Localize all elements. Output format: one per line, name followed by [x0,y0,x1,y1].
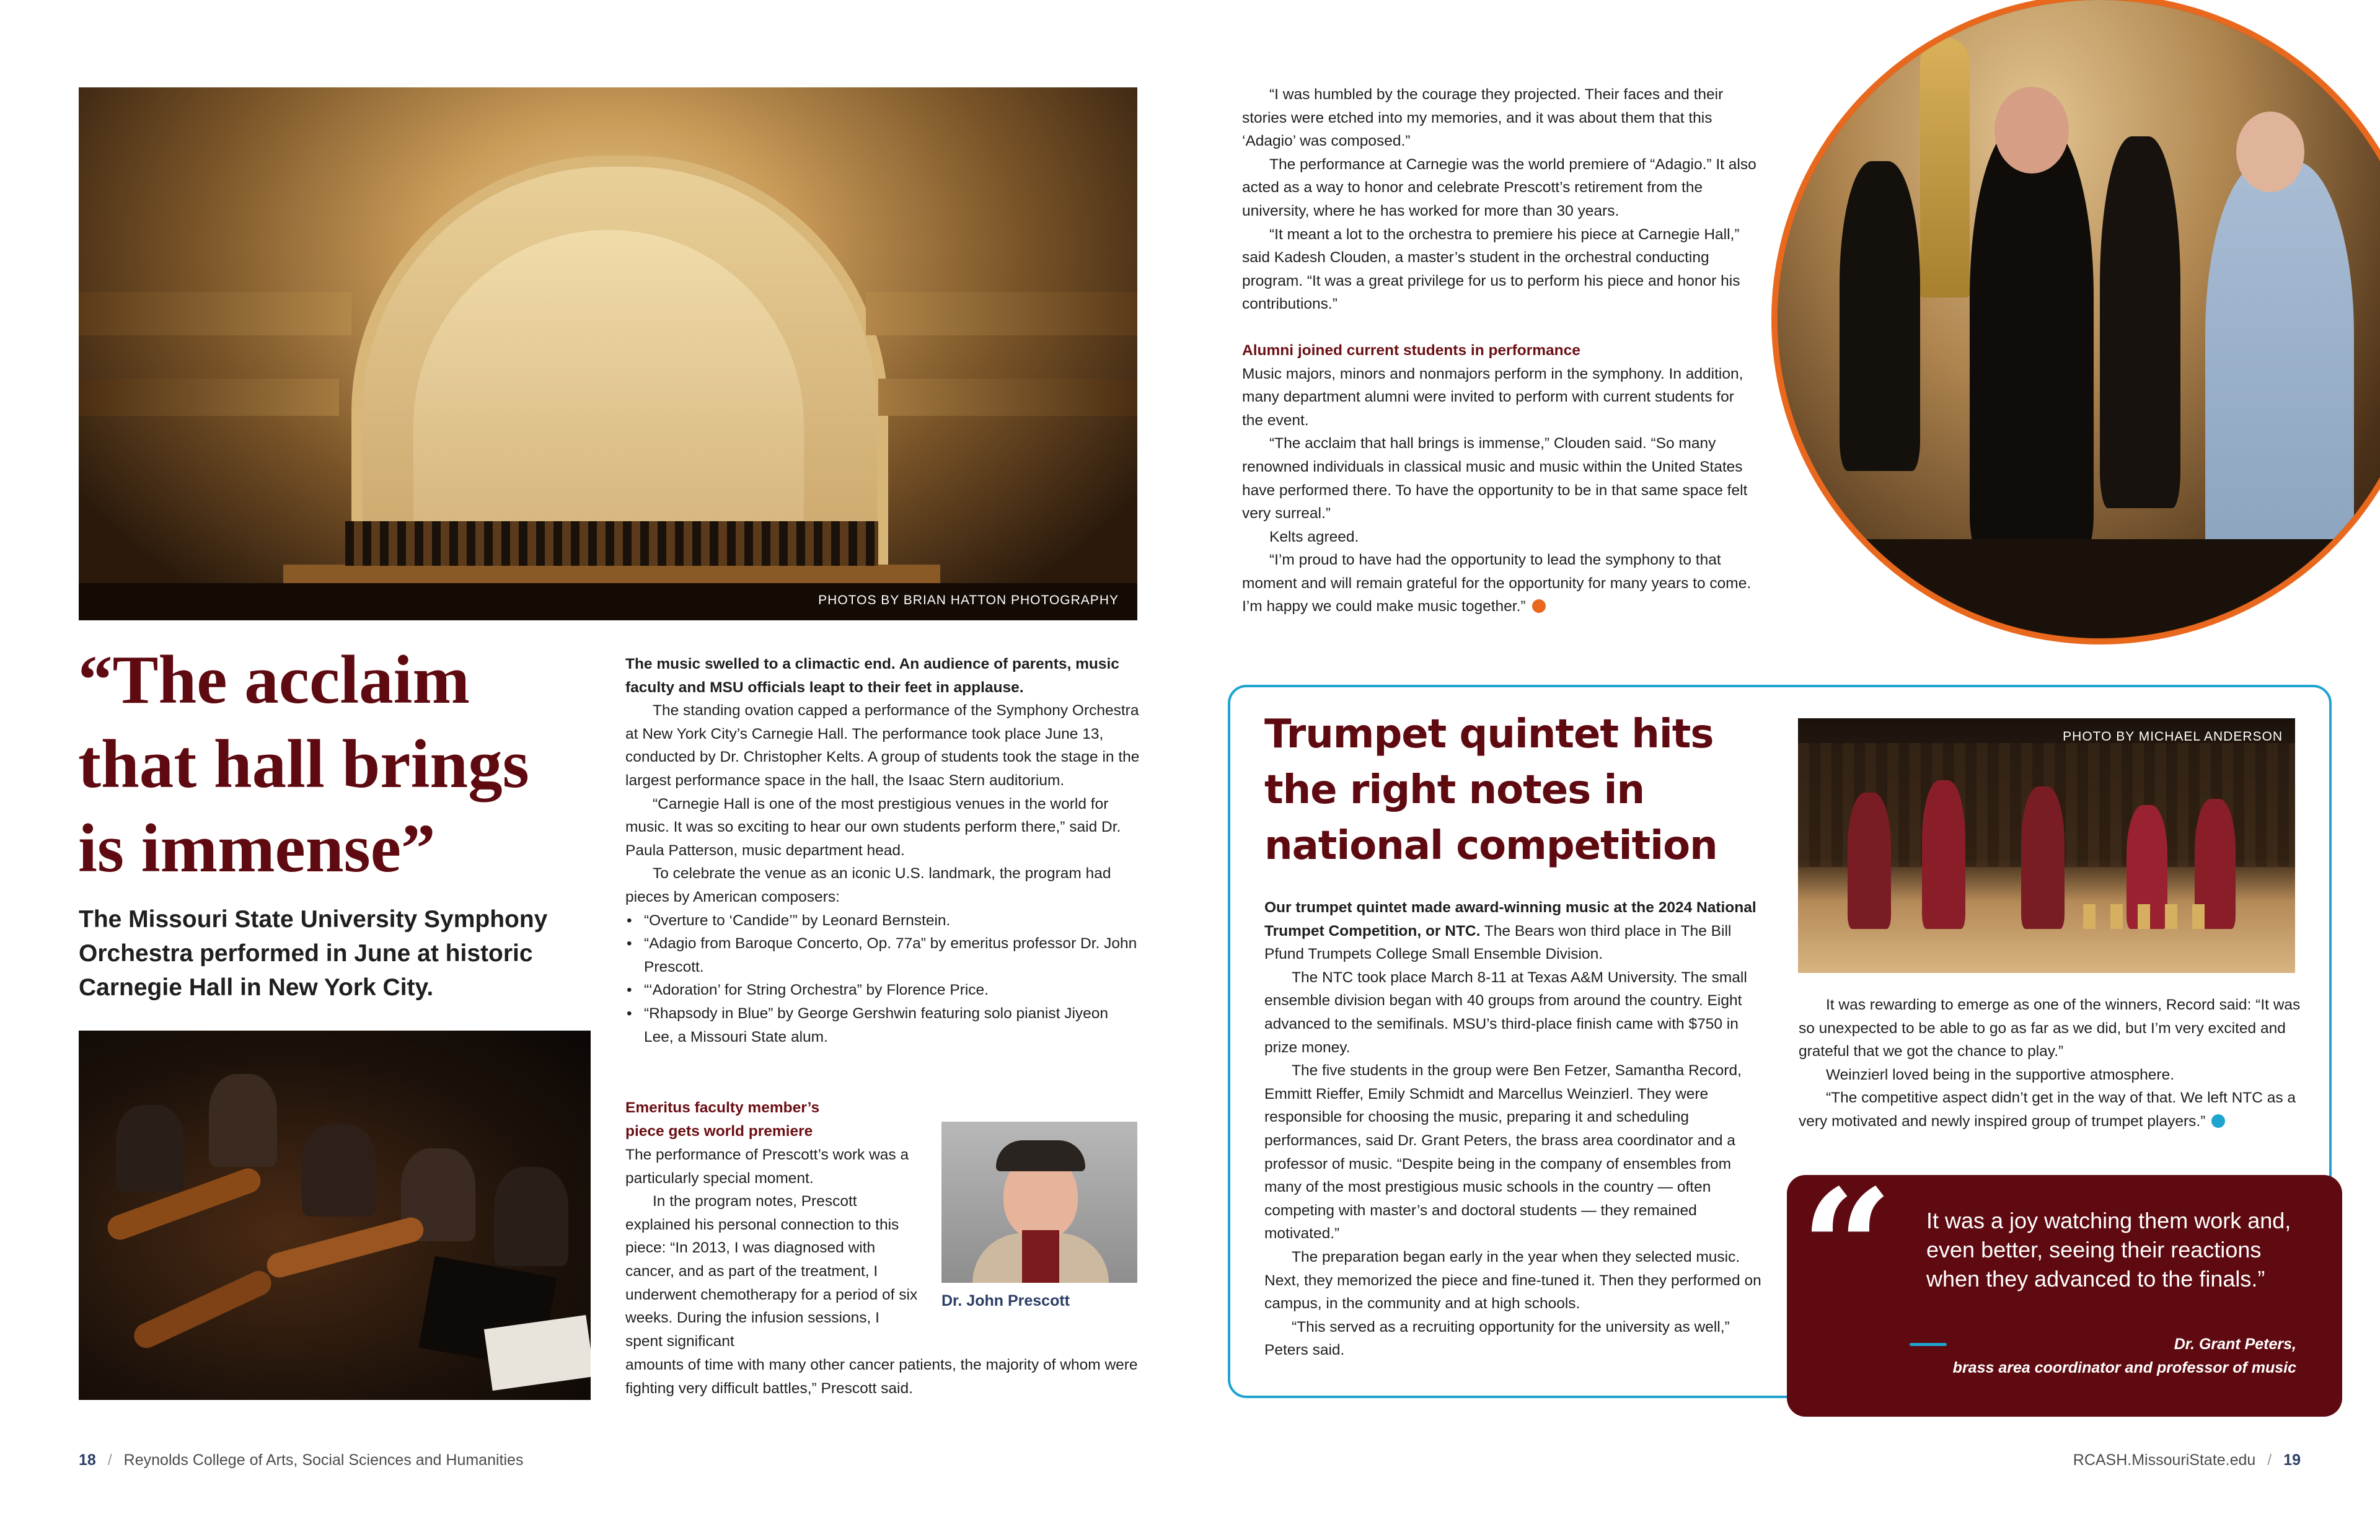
subhead-line: Emeritus faculty member’s [625,1099,820,1116]
sidebar-headline-line: Trumpet quintet hits [1264,711,1714,757]
body-paragraph: The five students in the group were Ben Fetzer, Samantha Record, Emmitt Rieffer, Emily Schmidt and Marcellus Weinzierl. They were responsible for choosing the music, preparing it and scheduling performances, said Dr. Grant Peters, the brass area coordinator and a professor of music. “Despite being in the company of ensembles from many of the most prestigious music schools in the country — often competing with master’s and doctoral students — they remained motivated.” [1264,1062,1742,1243]
left-footer [79,1451,523,1469]
body-paragraph: The preparation began early in the year when they selected music. Next, they memorized the piece and fine-tuned it. Then they performed on campus, in the community and at high schools. [1264,1248,1761,1313]
body-paragraph: The performance of Prescott’s work was a particularly special moment. [625,1146,909,1187]
photo-credit: PHOTO BY MICHAEL ANDERSON [2063,729,2283,744]
carnegie-hall-photo [79,87,1137,620]
page-number: 18 [79,1451,96,1469]
body-paragraph: The NTC took place March 8-11 at Texas A&M University. The small ensemble division began with 40 groups from around the country. Eight advanced to the semifinals. MSU’s third-place finish came with $750 in prize money. [1264,969,1747,1056]
sidebar-lead [1264,896,1763,966]
subheadline-line: Orchestra performed in June at historic [79,940,533,967]
subheadline-line: Carnegie Hall in New York City. [79,974,434,1001]
quote-attribution [1953,1332,2296,1379]
program-item: • “Overture to ‘Candide’” by Leonard Bernstein. [625,909,1140,933]
feature-body-column [625,653,1140,1049]
program-list [625,909,1140,1049]
trumpet-quintet-photo [1798,718,2295,973]
emeritus-text-continued [625,1353,1140,1400]
sidebar-lead-bold: Our trumpet quintet made award-winning music at the 2024 National Trumpet Competition, or NTC. [1264,899,1756,939]
body-paragraph: Weinzierl loved being in the supportive atmosphere. [1826,1066,2175,1083]
attribution-title: brass area coordinator and professor of music [1952,1359,2296,1376]
pull-quote-text: It was a joy watching them work and, even better, seeing their reactions when they advanced to the finals.” [1926,1208,2291,1291]
body-paragraph: In the program notes, Prescott explained his personal connection to this piece: “In 2013, I was diagnosed with cancer, and as part of the treatment, I underwent chemotherapy for a period of six weeks. During the infusion sessions, I spent significant [625,1193,918,1350]
closing-quote: “The competitive aspect didn’t get in the way of that. We left NTC as a very motivated and newly inspired group of trumpet players.” [1799,1089,2296,1130]
subhead-line: piece gets world premiere [625,1122,813,1140]
sidebar-body-column [1264,896,1763,1362]
body-paragraph: “It meant a lot to the orchestra to premiere his piece at Carnegie Hall,” said Kadesh Clouden, a master’s student in the orchestral conducting program. “It was a great privilege for us to perform his piece and honor his contributions.” [1242,226,1740,313]
sidebar-headline-line: the right notes in [1264,767,1644,813]
attribution-name: Dr. Grant Peters, [2174,1335,2296,1353]
end-mark-orange [1532,599,1546,613]
body-paragraph: “The acclaim that hall brings is immense,” Clouden said. “So many renowned individuals in classical music and music within the United States have performed there. To have the opportunity to be in that same space felt very surreal.” [1242,435,1748,522]
program-item: • “Rhapsody in Blue” by George Gershwin featuring solo pianist Jiyeon Lee, a Missouri State alum. [625,1002,1140,1049]
sidebar-lead-rest: The Bears won third place in The Bill Pfund Trumpets College Small Ensemble Division. [1264,922,1732,963]
portrait-caption: Dr. John Prescott [941,1292,1070,1309]
body-paragraph [1242,548,1756,618]
emeritus-subhead [625,1096,923,1143]
quote-mark-icon: “ [1800,1155,1893,1344]
footer-separator: / [2267,1451,2272,1469]
sidebar-right-column [1799,993,2301,1133]
conductor-bow-circle-photo [1771,0,2380,645]
body-paragraph: “This served as a recruiting opportunity for the university as well,” Peters said. [1264,1318,1730,1359]
sidebar-headline-line: national competition [1264,823,1717,869]
sidebar-headline [1264,706,1735,874]
attribution-rule [1910,1343,1947,1346]
body-paragraph [1799,1086,2301,1133]
end-mark-teal [2211,1114,2225,1128]
body-paragraph: Music majors, minors and nonmajors perform in the symphony. In addition, many department alumni were invited to perform with current students for the event. [1242,365,1743,429]
footer-separator: / [107,1451,112,1469]
pull-quote-box [1787,1155,2342,1417]
headline-line: that hall brings [78,726,529,803]
footer-college-name: Reynolds College of Arts, Social Sciences and Humanities [123,1451,524,1469]
headline-line: is immense” [78,811,436,887]
body-paragraph: The standing ovation capped a performance of the Symphony Orchestra at New York City’s Carnegie Hall. The performance took place June 13, conducted by Dr. Christopher Kelts. A group of students took the stage in the largest performance space in the hall, the Isaac Stern auditorium. [625,702,1140,789]
right-footer [2073,1451,2301,1469]
attribution-name-line [1953,1332,2296,1356]
john-prescott-portrait [941,1122,1137,1283]
body-paragraph: The performance at Carnegie was the world premiere of “Adagio.” It also acted as a way to honor and celebrate Prescott’s retirement from the university, where he has worked for more than 30 years. [1242,156,1756,219]
program-item: • “‘Adoration’ for String Orchestra” by Florence Price. [625,979,1140,1002]
emeritus-text [625,1143,920,1353]
body-paragraph: “Carnegie Hall is one of the most prestigious venues in the world for music. It was so exciting to hear our own students perform there,” said Dr. Paula Patterson, music department head. [625,795,1121,859]
body-paragraph: amounts of time with many other cancer patients, the majority of whom were fighting very difficult battles,” Prescott said. [625,1357,1138,1397]
program-item: • “Adagio from Baroque Concerto, Op. 77a” by emeritus professor Dr. John Prescott. [625,932,1140,979]
feature-subheadline [79,902,624,1005]
subheadline-line: The Missouri State University Symphony [79,906,548,933]
body-paragraph: Kelts agreed. [1269,528,1359,545]
body-paragraph: It was rewarding to emerge as one of the winners, Record said: “It was so unexpected to be able to go as far as we did, but I’m very excited and grateful that we got the chance to play.” [1799,997,2301,1060]
feature-headline [78,638,624,891]
orchestra-violinists-photo [79,1031,591,1400]
body-paragraph: To celebrate the venue as an iconic U.S. landmark, the program had pieces by American composers: [625,865,1111,905]
photo-credit: PHOTOS BY BRIAN HATTON PHOTOGRAPHY [818,593,1119,607]
alumni-subhead: Alumni joined current students in performance [1242,341,1580,359]
page-number: 19 [2283,1451,2301,1469]
body-paragraph: “I was humbled by the courage they projected. Their faces and their stories were etched into my memories, and it was about them that this ‘Adagio’ was composed.” [1242,86,1724,150]
lead-paragraph: The music swelled to a climactic end. An audience of parents, music faculty and MSU officials leapt to their feet in applause. [625,656,1119,696]
closing-quote: “I’m proud to have had the opportunity to lead the symphony to that moment and will remain grateful for the opportunity for many years to come. I’m happy we could make music together.” [1242,552,1752,615]
footer-url[interactable]: RCASH.MissouriState.edu [2073,1451,2256,1469]
headline-line: “The acclaim [78,642,470,718]
continued-body-column [1242,83,1756,618]
